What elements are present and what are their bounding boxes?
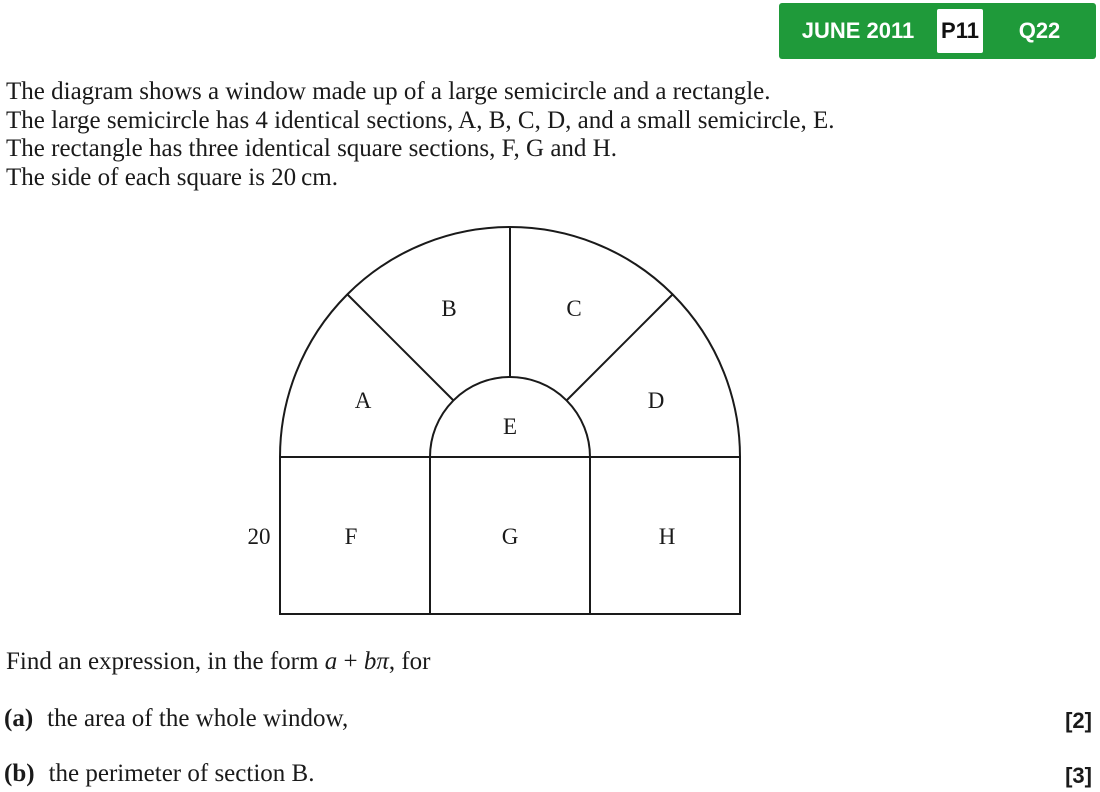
task-instruction (6, 648, 431, 676)
label-section-g: G (501, 524, 519, 549)
part-a-text: the area of the whole window, (47, 705, 349, 732)
question-number: Q22 (1018, 18, 1061, 43)
label-section-d: D (647, 388, 665, 413)
label-section-b: B (441, 296, 457, 321)
task-form-a: a (324, 648, 338, 675)
intro-line-3: The rectangle has three identical square sections, F, G and H. (6, 135, 617, 162)
label-section-f: F (344, 524, 358, 549)
radial-divider-ab (347, 294, 453, 400)
intro-line-2: The large semicircle has 4 identical sections, A, B, C, D, and a small semicircle, E. (6, 106, 835, 134)
task-suffix: , for (388, 648, 431, 675)
task-prefix: Find an expression, in the form (6, 648, 325, 675)
task-form-plus: + (337, 648, 364, 675)
part-a-label: (a) (4, 705, 34, 732)
part-b-label: (b) (4, 760, 35, 787)
part-b-marks: [3] (1065, 763, 1092, 788)
paper-number: P11 (937, 9, 983, 53)
part-b-text: the perimeter of section B. (48, 760, 315, 787)
intro-line-4: The side of each square is 20 cm. (6, 163, 338, 191)
label-section-c: C (566, 296, 582, 321)
part-a (4, 705, 348, 733)
label-section-a: A (354, 388, 372, 413)
intro-line-1: The diagram shows a window made up of a large semicircle and a rectangle. (6, 78, 771, 105)
part-a-marks: [2] (1065, 708, 1092, 733)
radial-divider-cd (567, 294, 673, 400)
task-form-b-pi: bπ (363, 648, 389, 675)
exam-date: JUNE 2011 (801, 18, 915, 43)
side-length-label: 20 (247, 524, 271, 549)
part-b (4, 760, 314, 788)
label-section-h: H (658, 524, 676, 549)
label-section-e: E (502, 414, 518, 439)
